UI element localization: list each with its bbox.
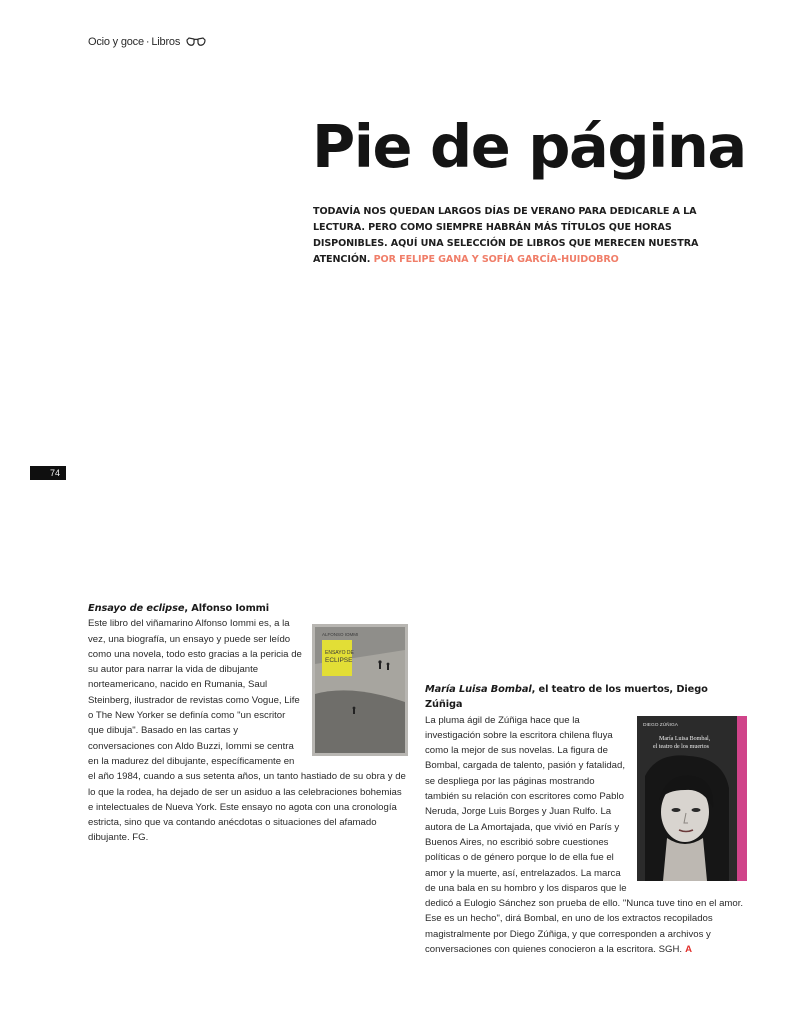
subsection-name: Libros bbox=[151, 36, 181, 48]
cover-author: ALFONSO IOMMI bbox=[322, 632, 359, 638]
review-book-title: María Luisa Bombal bbox=[425, 684, 532, 695]
review-signature: SGH. bbox=[658, 944, 683, 956]
page-title: Pie de página bbox=[312, 112, 746, 181]
review-signature: FG. bbox=[132, 832, 149, 844]
cover-title-2: el teatro de los muertos bbox=[653, 743, 709, 750]
review-body-text: La pluma ágil de Zúñiga hace que la investigación sobre la escritora chilena fluya como la mejor de sus novelas. La figura de Bombal, cargada de talento, pasión y fatalidad, se despliega por las páginas mostrando también su relación con escritores como Pablo Neruda, Jorge Luis Borges y Juan Rulfo. La autora de La Amortajada, que vivió en París y Buenos Aires, no escribió sobre cuestiones políticas o de género porque lo de ella fue el amor y la muerte, así, entrelazados. La marca de una bala en su hombro y los disparos que le dedicó a Eulogio Sánchez son prueba de ello. "Nunca tuve tino en el amor. Ese es un hecho", dirá Bombal, en uno de los extractos recopilados magistralmente por Diego Zúñiga, y que corresponden a archivos y conversaciones con quienes conocieron a la escritora. bbox=[425, 714, 744, 956]
book-cover-image bbox=[312, 624, 408, 756]
review-ensayo-de-eclipse bbox=[88, 601, 408, 846]
lead-text: TODAVÍA NOS QUEDAN LARGOS DÍAS DE VERANO PARA DEDICARLE A LA LECTURA. PERO COMO SIEMPRE HABRÁN MÁS TÍTULOS QUE HORAS DISPONIBLES. AQUÍ UNA SELECCIÓN DE LIBROS QUE MERECEN NUESTRA ATENCIÓN. bbox=[313, 206, 699, 265]
cover-title-1: María Luisa Bombal, bbox=[659, 735, 711, 742]
page-number: 74 bbox=[30, 466, 66, 480]
review-headline bbox=[88, 601, 408, 616]
review-author: , el teatro de los muertos, Diego Zúñiga bbox=[425, 684, 708, 711]
cover-title-2: ECLIPSE bbox=[325, 657, 353, 665]
section-label bbox=[88, 36, 206, 48]
section-separator: · bbox=[145, 36, 150, 48]
glasses-icon bbox=[186, 37, 206, 47]
cover-author: DIEGO ZÚÑIGA bbox=[643, 722, 678, 728]
cover-title-1: ENSAYO DE bbox=[325, 650, 354, 657]
review-author: , Alfonso Iommi bbox=[184, 603, 270, 614]
review-maria-luisa-bombal bbox=[425, 682, 747, 957]
section-name: Ocio y goce bbox=[88, 36, 144, 48]
review-headline bbox=[425, 682, 747, 713]
lead-paragraph bbox=[313, 204, 713, 268]
review-body-text: Este libro del viñamarino Alfonso Iommi es, a la vez, una biografía, un ensayo y puede ser leído como una novela, todo esto gracias a la pericia de su autor para narrar la vida de dibujante norteamericano, nacido en Rumania, Saul Steinberg, ilustrador de revistas como Vogue, Life o The New Yorker se definía como "un escritor que dibuja". Basado en las cartas y conversaciones con Aldo Buzzi, Iommi se centra en la madurez del dibujante, específicamente en el año 1984, cuando a sus setenta años, un tanto hastiado de su obra y de lo que la rodea, ha dejado de ser un asiduo a las celebraciones bohemias e intelectuales de Nueva York. Este ensayo no agota con una cronología estricta, sino que va contando anécdotas o situaciones del afamado dibujante. bbox=[88, 618, 406, 844]
review-book-title: Ensayo de eclipse bbox=[88, 603, 185, 614]
lead-credit: POR FELIPE GANA Y SOFÍA GARCÍA-HUIDOBRO bbox=[373, 254, 619, 265]
book-cover-image bbox=[637, 716, 747, 881]
end-mark-icon: A bbox=[685, 944, 692, 956]
